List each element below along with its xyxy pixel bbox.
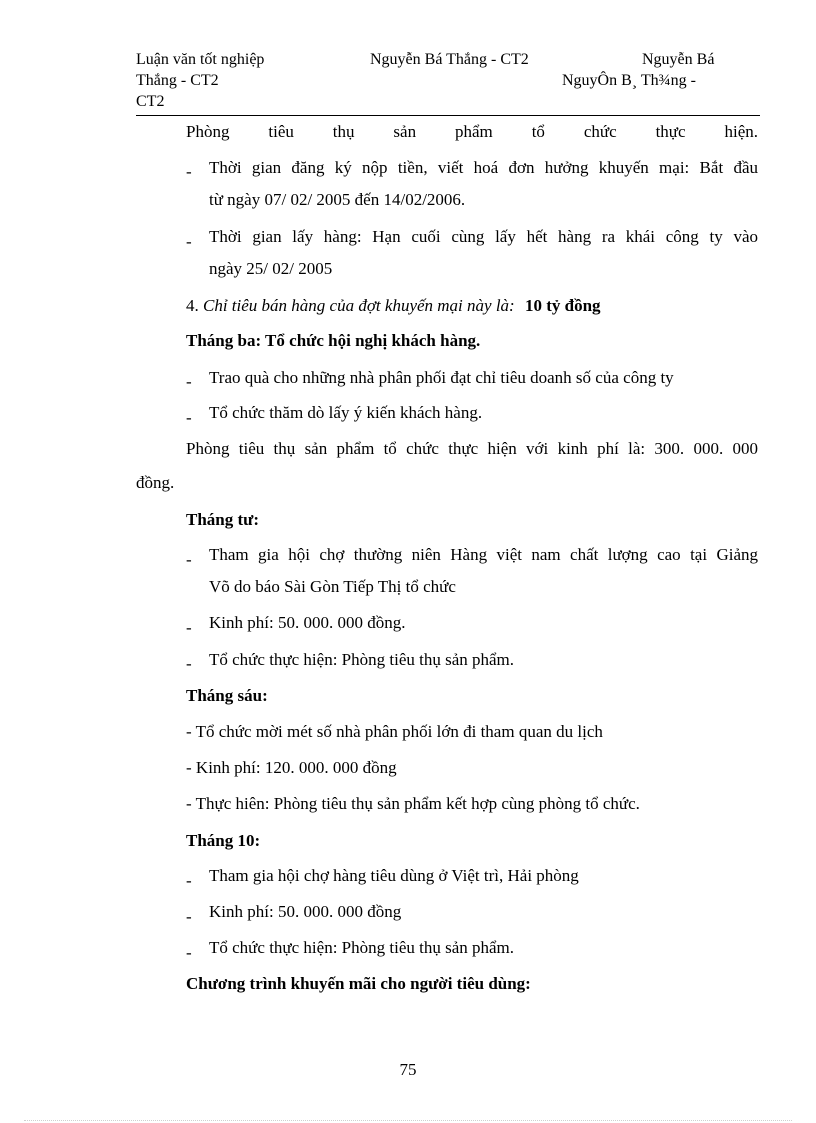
header-center-line1: Nguyễn Bá Thắng - CT2 [370, 51, 529, 68]
bullet-dash: - [186, 408, 192, 427]
sales-target-label: Chỉ tiêu bán hàng của đợt khuyến mại này là: [203, 296, 515, 315]
bullet-item-text: Tổ chức thực hiện: Phòng tiêu thụ sản phẩm. [209, 938, 515, 957]
bullet-dash: - [186, 162, 192, 181]
bullet-dash: - [186, 372, 192, 391]
header-left-line3: CT2 [136, 93, 165, 110]
dash-item: - Kinh phí: 120. 000. 000 đồng [186, 758, 397, 777]
section-heading: Tháng tư: [186, 510, 260, 529]
section-heading: Tháng ba: Tổ chức hội nghị khách hàng. [186, 331, 481, 350]
paragraph-continuation: đồng. [136, 473, 175, 492]
sales-target-value: 10 tỷ đồng [524, 296, 601, 315]
section-heading: Tháng sáu: [186, 686, 268, 705]
section-heading: Tháng 10: [186, 831, 261, 850]
dash-item: - Thực hiên: Phòng tiêu thụ sản phẩm kết hợp cùng phòng tổ chức. [186, 794, 640, 813]
page-number: 75 [399, 1060, 417, 1079]
bullet-item-text: Kinh phí: 50. 000. 000 đồng. [209, 613, 406, 632]
bullet-dash: - [186, 550, 192, 569]
bullet-item-text: Tham gia hội chợ hàng tiêu dùng ở Việt trì, Hải phòng [209, 866, 579, 885]
paragraph-line: Phòng tiêu thụ sản phẩm tổ chức thực hiện. [186, 122, 758, 141]
bullet-dash: - [186, 618, 192, 637]
page-edge-dotted-rule [24, 1120, 792, 1121]
bullet-item-text: Tổ chức thực hiện: Phòng tiêu thụ sản phẩm. [209, 650, 515, 669]
bullet-item-text: Thời gian lấy hàng: Hạn cuối cùng lấy hết hàng ra khái công ty vào [209, 227, 758, 246]
item-number: 4. [186, 296, 199, 315]
bullet-dash: - [186, 232, 192, 251]
header-left-line2: Thắng - CT2 [136, 72, 219, 89]
bullet-item-continuation: ngày 25/ 02/ 2005 [209, 259, 333, 278]
header-right-line2: NguyÔn B¸ Th¾ng - [562, 72, 696, 89]
bullet-dash: - [186, 943, 192, 962]
sales-target-line [186, 295, 601, 317]
bullet-item-continuation: Võ do báo Sài Gòn Tiếp Thị tổ chức [209, 577, 456, 596]
section-heading: Chương trình khuyến mãi cho người tiêu dùng: [186, 974, 531, 993]
dash-item: - Tổ chức mời mét số nhà phân phối lớn đi tham quan du lịch [186, 722, 603, 741]
bullet-dash: - [186, 871, 192, 890]
paragraph-line: Phòng tiêu thụ sản phẩm tổ chức thực hiện với kinh phí là: 300. 000. 000 [186, 439, 758, 458]
bullet-dash: - [186, 654, 192, 673]
header-right-line1: Nguyễn Bá [642, 51, 715, 68]
bullet-item-continuation: từ ngày 07/ 02/ 2005 đến 14/02/2006. [209, 190, 466, 209]
bullet-item-text: Thời gian đăng ký nộp tiền, viết hoá đơn hưởng khuyến mại: Bắt đầu [209, 158, 758, 177]
bullet-dash: - [186, 907, 192, 926]
bullet-item-text: Kinh phí: 50. 000. 000 đồng [209, 902, 402, 921]
bullet-item-text: Tổ chức thăm dò lấy ý kiến khách hàng. [209, 403, 483, 422]
header-rule [136, 115, 760, 116]
running-header [136, 49, 758, 109]
bullet-item-text: Tham gia hội chợ thường niên Hàng việt nam chất lượng cao tại Giảng [209, 545, 758, 564]
bullet-item-text: Trao quà cho những nhà phân phối đạt chỉ tiêu doanh số của công ty [209, 368, 674, 387]
header-left-line1: Luận văn tốt nghiệp [136, 51, 265, 68]
